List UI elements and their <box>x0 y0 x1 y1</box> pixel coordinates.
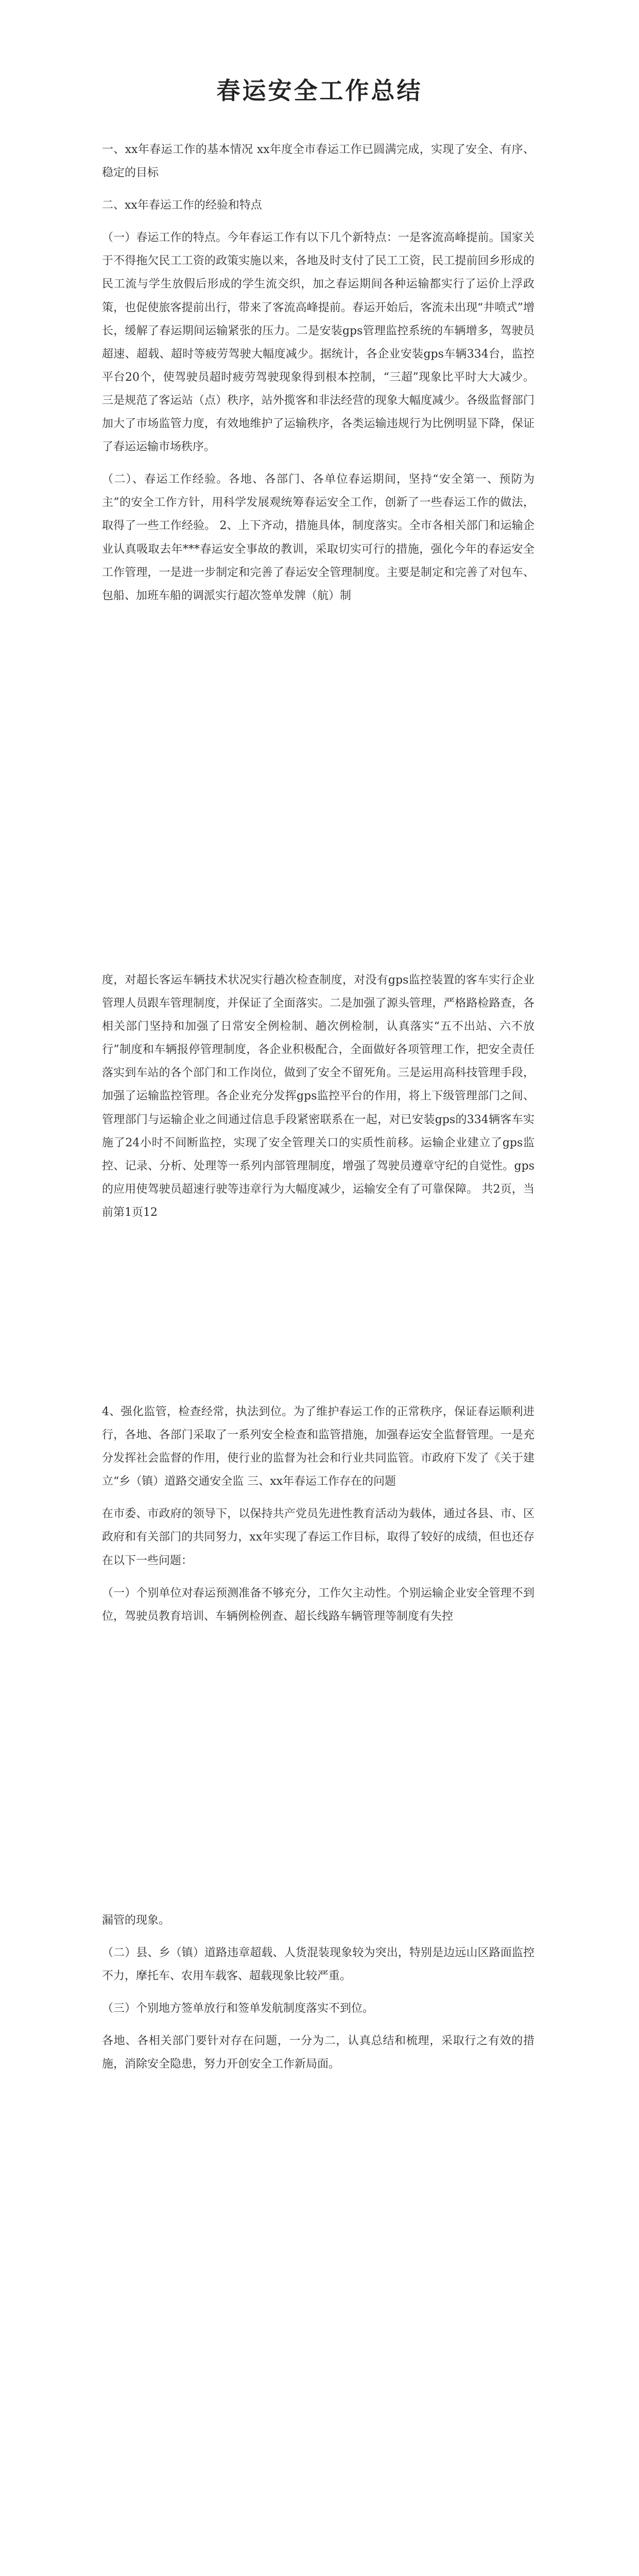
document-title: 春运安全工作总结 <box>216 77 423 105</box>
paragraph-experience: （二）、春运工作经验。各地、各部门、各单位春运期间，坚持“安全第一、预防为主”的安全工作方针，用科学发展观统筹春运安全工作，创新了一些春运工作的做法，取得了一些工作经验。 2、上下齐动，措施具体，制度落实。全市各相关部门和运输企业认真吸取去年***春运安全事故的教训，采取切实可行的措施，强化今年的春运安全工作管理，一是进一步制定和完善了春运安全管理制度。主要是制定和完善了对包车、包船、加班车船的调派实行超次签单发牌（航）制 <box>102 473 534 602</box>
page-4-body <box>102 1909 534 2076</box>
paragraph-problem-three: （三）个别地方签单放行和签单发航制度落实不到位。 <box>102 2002 374 2015</box>
paragraph-basic-situation: 一、xx年春运工作的基本情况 xx年度全市春运工作已圆满完成，实现了安全、有序、稳定的目标 <box>102 143 534 180</box>
paragraph-problem-two: （二）县、乡（镇）道路违章超载、人货混装现象较为突出，特别是边远山区路面监控不力，摩托车、农用车载客、超载现象比较严重。 <box>102 1946 534 1983</box>
page-2-body <box>102 969 534 1224</box>
paragraph-features: （一）春运工作的特点。今年春运工作有以下几个新特点：一是客流高峰提前。国家关于不得拖欠民工工资的政策实施以来，各地及时支付了民工工资，民工提前回乡形成的民工流与学生放假后形成的学生流交织，加之春运期间各种运输都实行了运价上浮政策，也促使旅客提前出行，带来了客流高峰提前。春运开始后，客流未出现“井喷式”增长，缓解了春运期间运输紧张的压力。二是安装gps管理监控系统的车辆增多，驾驶员超速、超载、超时等疲劳驾驶大幅度减少。据统计，各企业安装gps车辆334台，监控平台20个，使驾驶员超时疲劳驾驶现象得到根本控制，“三超”现象比平时大大减少。三是规范了客运站（点）秩序，站外揽客和非法经营的现象大幅度减少。各级监督部门加大了市场监管力度，有效地维护了运输秩序，各类运输违规行为比例明显下降，保证了春运运输市场秩序。 <box>102 231 534 454</box>
paragraph-problem-one-end: 漏管的现象。 <box>102 1914 170 1927</box>
paragraph-section-two-heading: 二、xx年春运工作的经验和特点 <box>102 199 262 212</box>
page-1-body <box>102 138 534 607</box>
page-3-body <box>102 1400 534 1628</box>
paragraph-problem-one: （一）个别单位对春运预测准备不够充分，工作欠主动性。个别运输企业安全管理不到位，驾驶员教育培训、车辆例检例查、超长线路车辆管理等制度有失控 <box>102 1586 534 1623</box>
paragraph-conclusion: 各地、各相关部门要针对存在问题，一分为二，认真总结和梳理，采取行之有效的措施，消除安全隐患，努力开创安全工作新局面。 <box>102 2035 534 2071</box>
paragraph-supervision: 4、强化监管，检查经常，执法到位。为了维护春运工作的正常秩序，保证春运顺利进行，各地、各部门采取了一系列安全检查和监管措施，加强春运安全监督管理。一是充分发挥社会监督的作用，使行业的监督为社会和行业共同监管。市政府下发了《关于建立“乡（镇）道路交通安全监 三、xx年春运工作存在的问题 <box>102 1405 534 1488</box>
paragraph-experience-continued: 度，对超长客运车辆技术状况实行趟次检查制度，对没有gps监控装置的客车实行企业管理人员跟车管理制度，并保证了全面落实。二是加强了源头管理，严格路检路查，各相关部门坚持和加强了日常安全例检制、趟次例检制，认真落实“五不出站、六不放行”制度和车辆报停管理制度，各企业积极配合，全面做好各项管理工作，把安全责任落实到车站的各个部门和工作岗位，做到了安全不留死角。三是运用高科技管理手段，加强了运输监控管理。各企业充分发挥gps监控平台的作用，将上下级管理部门之间、管理部门与运输企业之间通过信息手段紧密联系在一起，对已安装gps的334辆客车实施了24小时不间断监控，实现了安全管理关口的实质性前移。运输企业建立了gps监控、记录、分析、处理等一系列内部管理制度，增强了驾驶员遵章守纪的自觉性。gps的应用使驾驶员超速行驶等违章行为大幅度减少，运输安全有了可靠保障。 共2页，当前第1页12 <box>102 974 534 1219</box>
paragraph-problems-intro: 在市委、市政府的领导下，以保持共产党员先进性教育活动为载体，通过各县、市、区政府和有关部门的共同努力，xx年实现了春运工作目标，取得了较好的成绩，但也还存在以下一些问题： <box>102 1507 534 1567</box>
